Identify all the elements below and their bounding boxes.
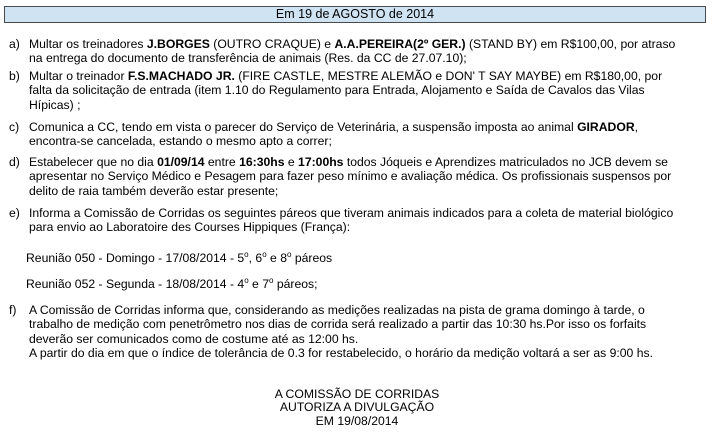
footer-line: AUTORIZA A DIVULGAÇÃO	[279, 400, 435, 415]
item-line	[29, 120, 706, 134]
item-line: na entrega do documento de transferência de animais (Res. da CC de 27.07.10);	[29, 51, 467, 66]
text: Comunica a CC, tendo em vista o parecer do Serviço de Veterinária, a suspensão imposta ao animal	[29, 120, 578, 134]
text: Multar o treinador	[29, 69, 128, 83]
item-letter: d)	[9, 155, 20, 169]
item-line	[29, 69, 706, 83]
ordinal: o	[244, 249, 249, 259]
trainer-name: A.A.PEREIRA(2º GER.)	[334, 37, 466, 51]
item-line	[29, 37, 706, 51]
item-f	[9, 303, 706, 360]
text: e 7	[248, 277, 269, 291]
footer-line: EM 19/08/2014	[315, 413, 399, 428]
item-e	[9, 206, 706, 235]
item-line: Informa a Comissão de Corridas os seguintes páreos que tiveram animais indicados para a coleta de material biológico	[29, 206, 674, 220]
text: entre	[204, 155, 240, 169]
item-line: A Comissão de Corridas informa que, considerando as medições realizadas na pista de grama domingo à tarde, o	[29, 303, 645, 317]
text: , 6	[248, 251, 263, 265]
item-line: Hípicas) ;	[29, 97, 81, 112]
item-b	[9, 69, 706, 112]
item-line: trabalho de medição com penetrômetro nos dias de corrida será realizado a partir das 10:30 hs.Por isso os forfaits	[29, 317, 647, 332]
footer-line: A COMISSÃO DE CORRIDAS	[274, 387, 440, 401]
text: Estabelecer que no dia	[29, 155, 158, 169]
item-line	[29, 155, 706, 169]
trainer-name: F.S.MACHADO JR.	[127, 69, 235, 83]
item-letter: f)	[9, 303, 17, 317]
trainer-name: J.BORGES	[146, 37, 210, 51]
text: (OUTRO CRAQUE) e	[209, 37, 335, 51]
ordinal: o	[244, 275, 249, 285]
item-letter: e)	[9, 206, 20, 220]
item-line: apresentar no Serviço Médico e Pesagem para fazer peso mínimo e avaliação médica. Os profissionais suspensos por	[29, 169, 672, 184]
meeting-line	[26, 277, 317, 291]
ordinal: o	[286, 249, 292, 259]
text: páreos	[291, 251, 333, 265]
item-letter: a)	[9, 37, 20, 51]
item-c	[9, 120, 706, 149]
time-bold: 17:00hs	[298, 155, 344, 169]
signature-block	[0, 388, 714, 428]
text: ,	[634, 120, 639, 134]
meeting-line	[26, 251, 332, 265]
horse-name: GIRADOR	[577, 120, 635, 134]
ordinal: o	[262, 249, 267, 259]
item-line: para envio ao Laboratoire des Courses Hippiques (França):	[29, 220, 351, 235]
text: (STAND BY) em R$100,00, por atraso	[465, 37, 676, 51]
text: e 8	[266, 251, 287, 265]
date-header-text: Em 19 de AGOSTO de 2014	[275, 7, 435, 21]
text: Multar os treinadores	[29, 37, 147, 51]
text: páreos;	[273, 277, 318, 291]
item-d	[9, 155, 706, 198]
text: Reunião 050 - Domingo - 17/08/2014 - 5	[26, 251, 245, 265]
text: todos Jóqueis e Aprendizes matriculados no JCB devem se	[343, 155, 668, 169]
item-letter: c)	[9, 120, 20, 134]
text: (FIRE CASTLE, MESTRE ALEMÃO e DON' T SAY MAYBE) em R$180,00, por	[234, 69, 663, 83]
text: e	[284, 155, 299, 169]
date-bold: 01/09/14	[157, 155, 205, 169]
item-line: A partir do dia em que o índice de tolerância de 0.3 for restabelecido, o horário da medição voltará a ser as 9:00 hs.	[29, 345, 653, 360]
item-line: delito de raia também deverão estar presente;	[29, 183, 279, 198]
item-line: deverão ser comunicados como de costume até as 12:00 hs.	[29, 331, 359, 346]
date-header	[4, 6, 706, 23]
text: Reunião 052 - Segunda - 18/08/2014 - 4	[26, 277, 245, 291]
item-line: falta da solicitação de entrada (item 1.10 do Regulamento para Entrada, Alojamento e Saída de Cavalos das Vilas	[29, 83, 645, 98]
time-bold: 16:30hs	[239, 155, 285, 169]
item-letter: b)	[9, 69, 20, 83]
ordinal: o	[268, 275, 274, 285]
item-a	[9, 37, 706, 66]
item-line: encontra-se cancelada, estando o mesmo apto a correr;	[29, 134, 332, 149]
